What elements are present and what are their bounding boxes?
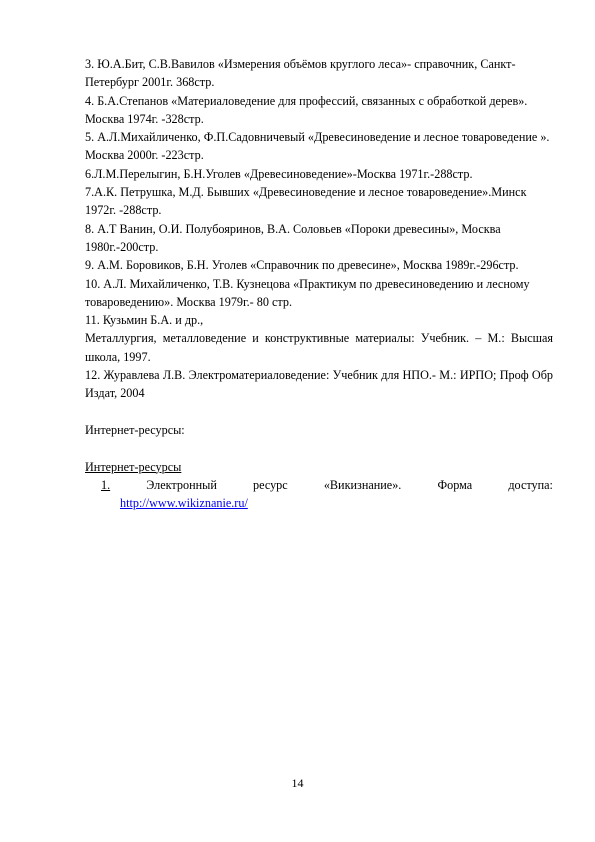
page-number: 14	[291, 776, 304, 790]
reference-item: 3. Ю.А.Бит, С.В.Вавилов «Измерения объёмов круглого леса»- справочник, Санкт-Петербург 2001г. 368стр.	[85, 57, 516, 90]
reference-item: 6.Л.М.Перелыгин, Б.Н.Уголев «Древесиноведение»-Москва 1971г.-288стр.	[85, 166, 473, 181]
description-word: доступа:	[508, 477, 553, 492]
spacer	[85, 439, 553, 457]
description-word: ресурс	[253, 477, 288, 492]
reference-item: 10. А.Л. Михайличенко, Т.В. Кузнецова «Практикум по древесиноведению и лесному товароведению». Москва 1979г.- 80 стр.	[85, 276, 530, 309]
internet-resource-description	[101, 476, 553, 494]
reference-item: 5. А.Л.Михайличенко, Ф.П.Садовничевый «Древесиноведение и лесное товароведение ». Москва 2000г. -223стр.	[85, 130, 550, 163]
reference-item: 4. Б.А.Степанов «Материаловедение для профессий, связанных с обработкой дерев». Москва 1974г. -328стр.	[85, 93, 528, 126]
reference-item: 8. А.Т Ванин, О.И. Полубояринов, В.А. Соловьев «Пороки древесины», Москва 1980г.-200стр.	[85, 221, 501, 254]
wikiznanie-link[interactable]: http://www.wikiznanie.ru/	[120, 496, 248, 511]
bibliography-section	[85, 55, 553, 512]
reference-item: 11. Кузьмин Б.А. и др.,	[85, 313, 204, 328]
reference-item: 12. Журавлева Л.В. Электроматериаловедение: Учебник для НПО.- М.: ИРПО; Проф Обр Издат, 2004	[85, 368, 553, 401]
list-number: 1.	[101, 477, 111, 492]
reference-item: 9. А.М. Боровиков, Б.Н. Уголев «Справочник по древесине», Москва 1989г.-296стр.	[85, 258, 519, 273]
reference-item: Металлургия, металловедение и конструктивные материалы: Учебник. – М.: Высшая школа, 1997.	[85, 331, 553, 364]
description-word: Форма	[437, 477, 473, 492]
internet-resources-subheading: Интернет-ресурсы	[85, 459, 182, 474]
description-word: Электронный	[146, 477, 217, 492]
spacer	[85, 403, 553, 421]
reference-item: 7.А.К. Петрушка, М.Д. Бывших «Древесиноведение и лесное товароведение».Минск 1972г. -288стр.	[85, 185, 527, 218]
internet-resource-item	[85, 476, 553, 513]
internet-resources-heading: Интернет-ресурсы:	[85, 422, 185, 437]
description-word: «Викизнание».	[323, 477, 402, 492]
